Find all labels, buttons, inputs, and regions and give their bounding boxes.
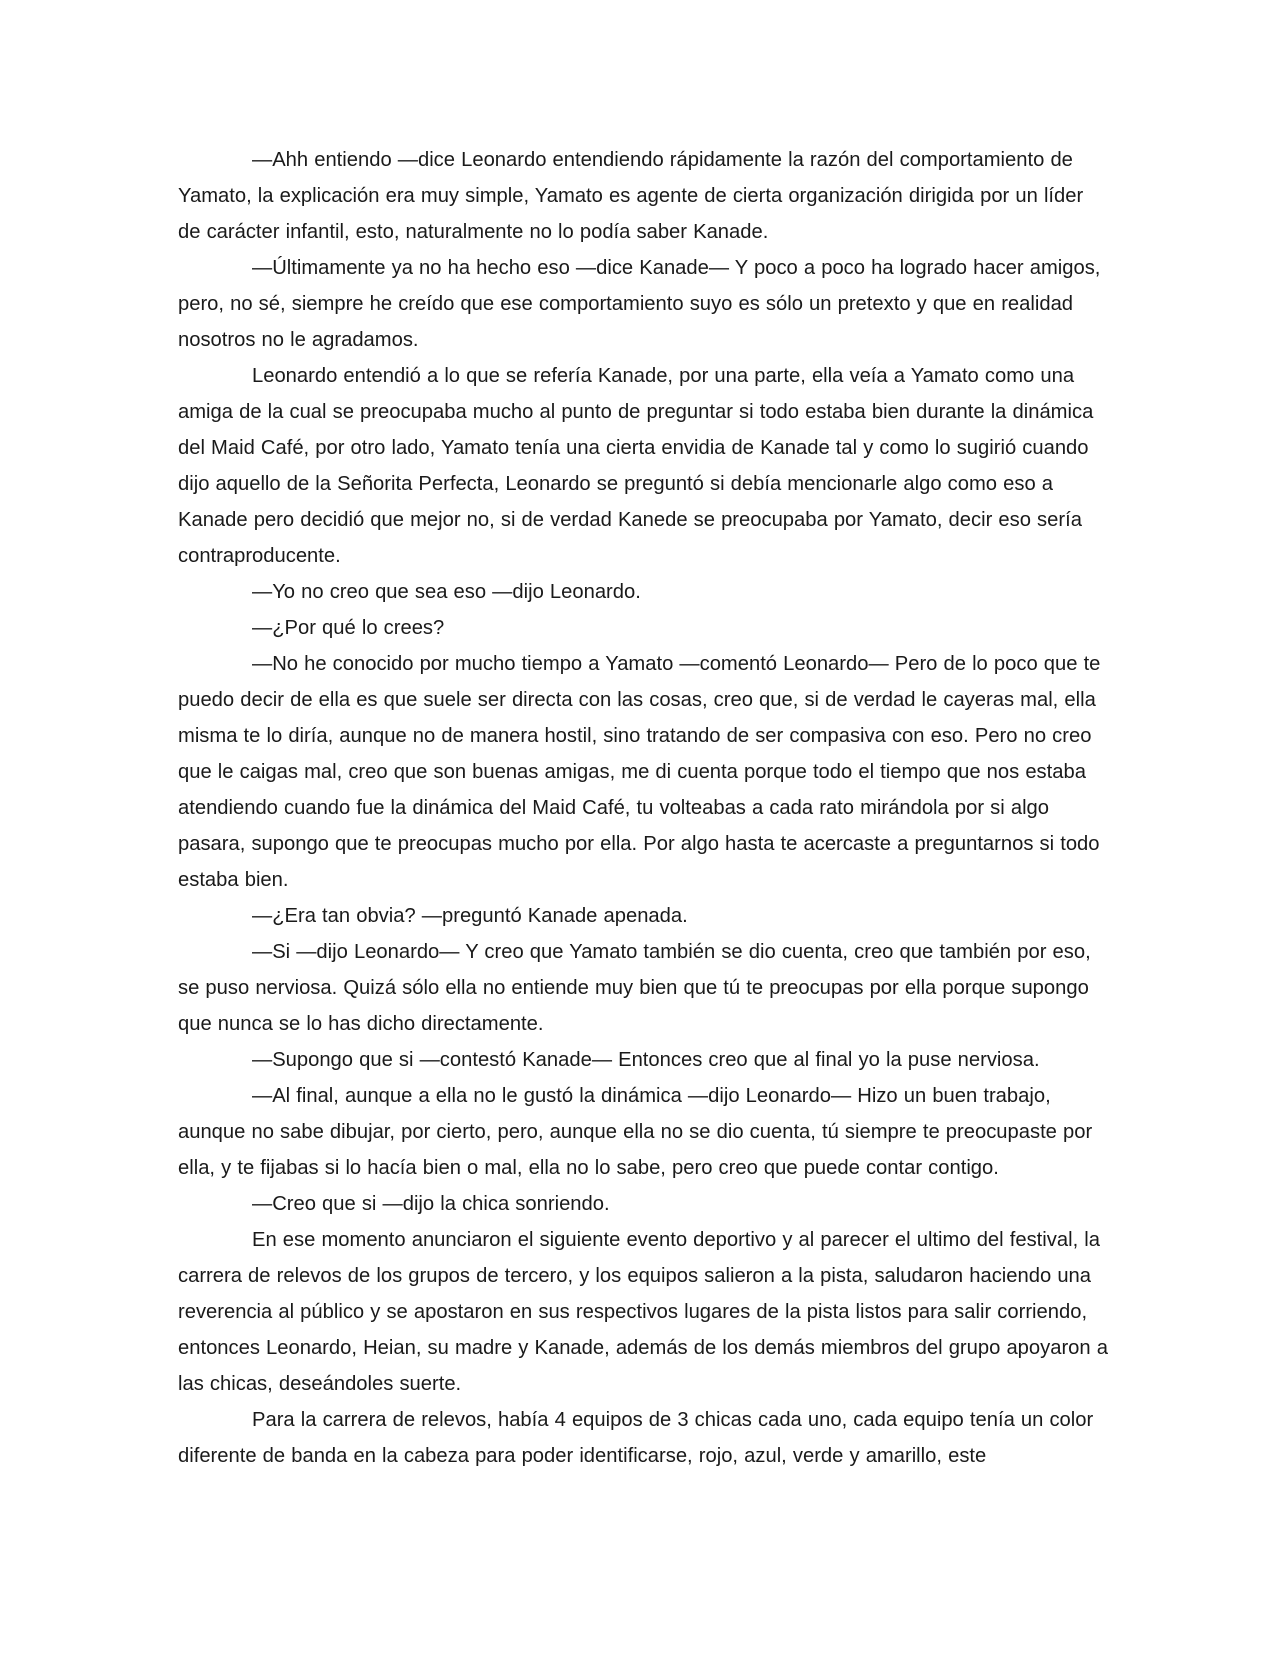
paragraph: —Ahh entiendo —dice Leonardo entendiendo rápidamente la razón del comportamiento de Yamato, la explicación era muy simple, Yamato es agente de cierta organización dirigida por un líder de carácter infantil, esto, naturalmente no lo podía saber Kanade. — [178, 149, 1084, 243]
paragraph: Leonardo entendió a lo que se refería Kanade, por una parte, ella veía a Yamato como una amiga de la cual se preocupaba mucho al punto de preguntar si todo estaba bien durante la dinámica del Maid Café, por otro lado, Yamato tenía una cierta envidia de Kanade tal y como lo sugirió cuando dijo aquello de la Señorita Perfecta, Leonardo se preguntó si debía mencionarle algo como eso a Kanade pero decidió que mejor no, si de verdad Kanede se preocupaba por Yamato, decir eso sería contraproducente. — [178, 365, 1094, 567]
paragraph: —¿Era tan obvia? —preguntó Kanade apenada. — [252, 905, 688, 927]
paragraph: —Al final, aunque a ella no le gustó la dinámica —dijo Leonardo— Hizo un buen trabajo, aunque no sabe dibujar, por cierto, pero, aunque ella no se dio cuenta, tú siempre te preocupaste por ella, y te fijabas si lo hacía bien o mal, ella no lo sabe, pero creo que puede contar contigo. — [178, 1085, 1093, 1179]
paragraph: —Si —dijo Leonardo— Y creo que Yamato también se dio cuenta, creo que también por eso, se puso nerviosa. Quizá sólo ella no entiende muy bien que tú te preocupas por ella porque supongo que nunca se lo has dicho directamente. — [178, 941, 1091, 1035]
paragraph: —No he conocido por mucho tiempo a Yamato —comentó Leonardo— Pero de lo poco que te puedo decir de ella es que suele ser directa con las cosas, creo que, si de verdad le cayeras mal, ella misma te lo diría, aunque no de manera hostil, sino tratando de ser compasiva con eso. Pero no creo que le caigas mal, creo que son buenas amigas, me di cuenta porque todo el tiempo que nos estaba atendiendo cuando fue la dinámica del Maid Café, tu volteabas a cada rato mirándola por si algo pasara, supongo que te preocupas mucho por ella. Por algo hasta te acercaste a preguntarnos si todo estaba bien. — [178, 653, 1101, 891]
paragraph: —¿Por qué lo crees? — [252, 617, 445, 639]
paragraph: —Yo no creo que sea eso —dijo Leonardo. — [252, 581, 641, 603]
paragraph: En ese momento anunciaron el siguiente evento deportivo y al parecer el ultimo del festival, la carrera de relevos de los grupos de tercero, y los equipos salieron a la pista, saludaron haciendo una reverencia al público y se apostaron en sus respectivos lugares de la pista listos para salir corriendo, entonces Leonardo, Heian, su madre y Kanade, además de los demás miembros del grupo apoyaron a las chicas, deseándoles suerte. — [178, 1229, 1108, 1395]
paragraph: —Creo que si —dijo la chica sonriendo. — [252, 1193, 610, 1215]
paragraph: —Supongo que si —contestó Kanade— Entonces creo que al final yo la puse nerviosa. — [252, 1049, 1040, 1071]
document-body — [178, 142, 1108, 1474]
paragraph: —Últimamente ya no ha hecho eso —dice Kanade— Y poco a poco ha logrado hacer amigos, pero, no sé, siempre he creído que ese comportamiento suyo es sólo un pretexto y que en realidad nosotros no le agradamos. — [178, 257, 1101, 351]
paragraph: Para la carrera de relevos, había 4 equipos de 3 chicas cada uno, cada equipo tenía un color diferente de banda en la cabeza para poder identificarse, rojo, azul, verde y amarillo, este — [178, 1409, 1094, 1467]
